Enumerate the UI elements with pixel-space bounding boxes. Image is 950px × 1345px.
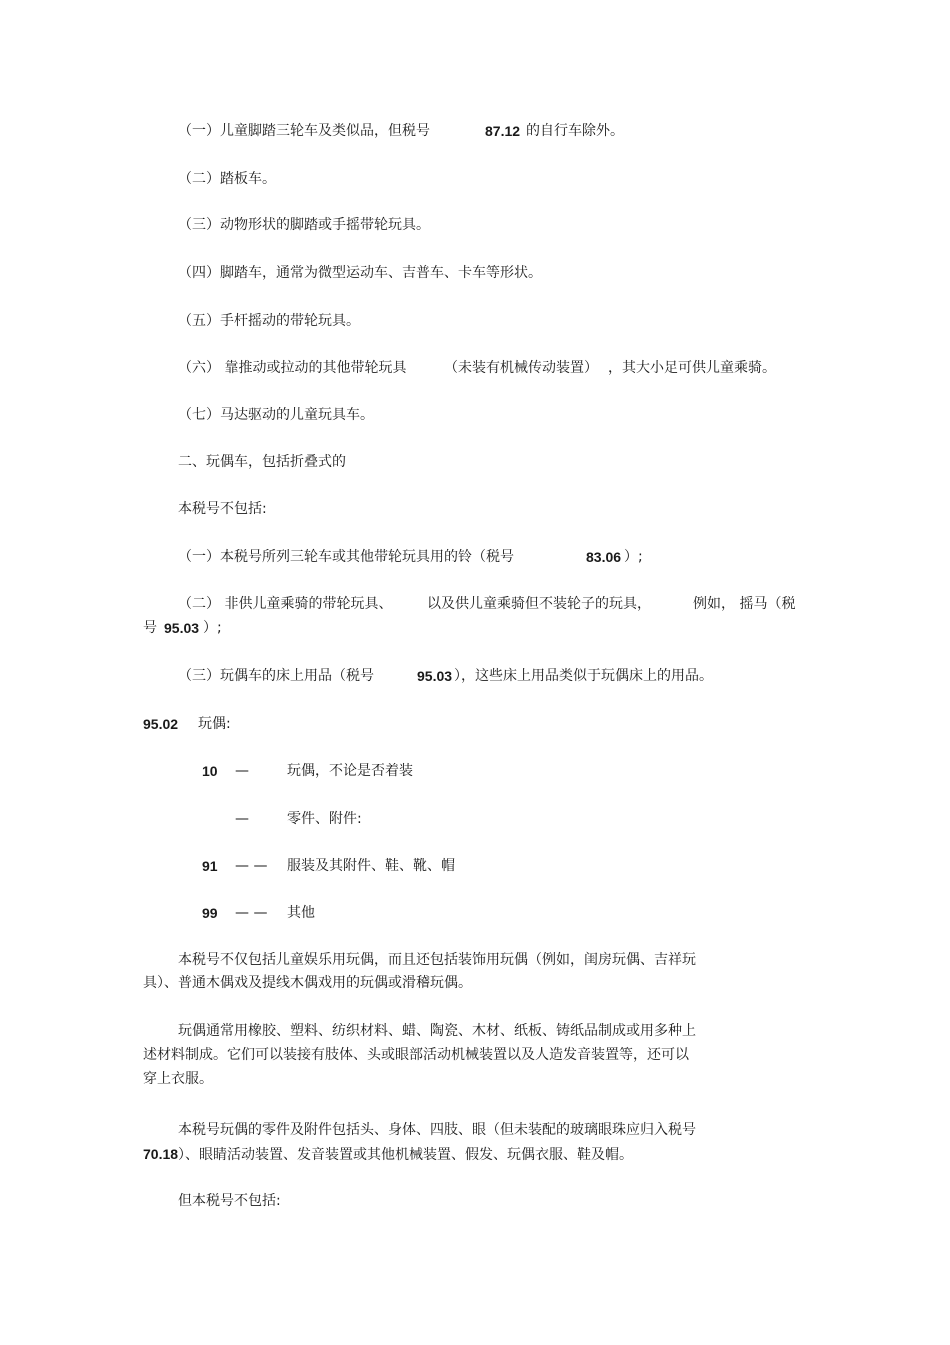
paragraph-1-line-2: 具）、普通木偶戏及提线木偶戏用的玩偶或滑稽玩偶。 bbox=[143, 975, 472, 991]
exclude-item-2-part-b: 以及供儿童乘骑但不装轮子的玩具， bbox=[427, 596, 651, 612]
list-item-1-text: （一）儿童脚踏三轮车及类似品，但税号 bbox=[178, 123, 430, 139]
paragraph-3-line-1: 本税号玩偶的零件及附件包括头、身体、四肢、眼（但未装配的玻璃眼珠应归入税号 bbox=[178, 1122, 696, 1138]
subheading-dash: — — bbox=[235, 905, 268, 921]
exclude-item-2-tail: ）; bbox=[203, 620, 222, 636]
exclude-item-2-continuation bbox=[143, 617, 222, 639]
exclude-item-2-part-c: 例如， 摇马（税 bbox=[693, 596, 796, 612]
subheading-dash: — bbox=[235, 811, 249, 827]
paragraph-2-line-2: 述材料制成。它们可以装接有肢体、头或眼部活动机械装置以及人造发音装置等，还可以 bbox=[143, 1047, 689, 1063]
list-item-1-tail: 的自行车除外。 bbox=[526, 123, 624, 139]
exclude-item-3-text: （三）玩偶车的床上用品（税号 bbox=[178, 668, 374, 684]
subheading-dash: — — bbox=[235, 858, 268, 874]
subheading-desc: 玩偶，不论是否着装 bbox=[287, 763, 413, 779]
subheading-desc: 服装及其附件、鞋、靴、帽 bbox=[287, 858, 455, 874]
paragraph-2-line-1: 玩偶通常用橡胶、塑料、纺织材料、蜡、陶瓷、木材、纸板、铸纸品制成或用多种上 bbox=[178, 1023, 696, 1039]
list-item-6-part-c: ，其大小足可供儿童乘骑。 bbox=[608, 360, 776, 376]
tariff-code: 87.12 bbox=[485, 123, 521, 139]
subheading-desc: 其他 bbox=[287, 905, 315, 921]
paragraph-2-line-3: 穿上衣服。 bbox=[143, 1071, 213, 1087]
subheading-row bbox=[202, 760, 413, 783]
heading-title: 玩偶: bbox=[198, 716, 231, 732]
subheading-code: 91 bbox=[202, 858, 218, 874]
list-item-7: （七）马达驱动的儿童玩具车。 bbox=[178, 407, 374, 423]
subheading-desc: 零件、附件: bbox=[287, 811, 362, 827]
subheading-code: 99 bbox=[202, 905, 218, 921]
tariff-code: 95.03 bbox=[417, 668, 453, 684]
subheading-code: 10 bbox=[202, 763, 218, 779]
tariff-code: 83.06 bbox=[586, 549, 622, 565]
tariff-code: 70.18 bbox=[143, 1146, 179, 1162]
paragraph-3-line-2 bbox=[143, 1143, 633, 1166]
exclude-item-3 bbox=[178, 665, 713, 687]
exclude-item-2-part-a: （二） 非供儿童乘骑的带轮玩具、 bbox=[178, 596, 393, 612]
list-item-5: （五）手杆摇动的带轮玩具。 bbox=[178, 313, 360, 329]
paragraph-4: 但本税号不包括: bbox=[178, 1193, 281, 1209]
heading-code: 95.02 bbox=[143, 716, 179, 732]
list-item-6-part-b: （未装有机械传动装置） bbox=[444, 360, 598, 376]
paragraph-3-line-2-tail: ）、眼睛活动装置、发音装置或其他机械装置、假发、玩偶衣服、鞋及帽。 bbox=[178, 1147, 634, 1163]
list-item-3: （三）动物形状的脚踏或手摇带轮玩具。 bbox=[178, 217, 430, 233]
subheading-dash: — bbox=[235, 763, 249, 779]
heading-9502 bbox=[143, 713, 231, 736]
list-item-6 bbox=[178, 357, 798, 379]
exclude-item-2-part-d: 号 bbox=[143, 620, 157, 636]
section-heading: 二、玩偶车，包括折叠式的 bbox=[178, 454, 346, 470]
list-item-2: （二）踏板车。 bbox=[178, 171, 276, 187]
subheading-row bbox=[202, 902, 315, 925]
paragraph-1-line-1: 本税号不仅包括儿童娱乐用玩偶，而且还包括装饰用玩偶（例如，闺房玩偶、吉祥玩 bbox=[178, 952, 696, 968]
list-item-4: （四）脚踏车，通常为微型运动车、吉普车、卡车等形状。 bbox=[178, 265, 542, 281]
subheading-row bbox=[202, 855, 455, 878]
excludes-intro: 本税号不包括: bbox=[178, 501, 267, 517]
tariff-code: 95.03 bbox=[164, 620, 200, 636]
list-item-1 bbox=[178, 120, 624, 142]
exclude-item-3-tail: ），这些床上用品类似于玩偶床上的用品。 bbox=[454, 668, 713, 684]
exclude-item-2 bbox=[178, 593, 808, 615]
exclude-item-1-tail: ）; bbox=[624, 549, 643, 565]
exclude-item-1-text: （一）本税号所列三轮车或其他带轮玩具用的铃（税号 bbox=[178, 549, 514, 565]
list-item-6-part-a: （六） 靠推动或拉动的其他带轮玩具 bbox=[178, 360, 407, 376]
exclude-item-1 bbox=[178, 546, 643, 568]
